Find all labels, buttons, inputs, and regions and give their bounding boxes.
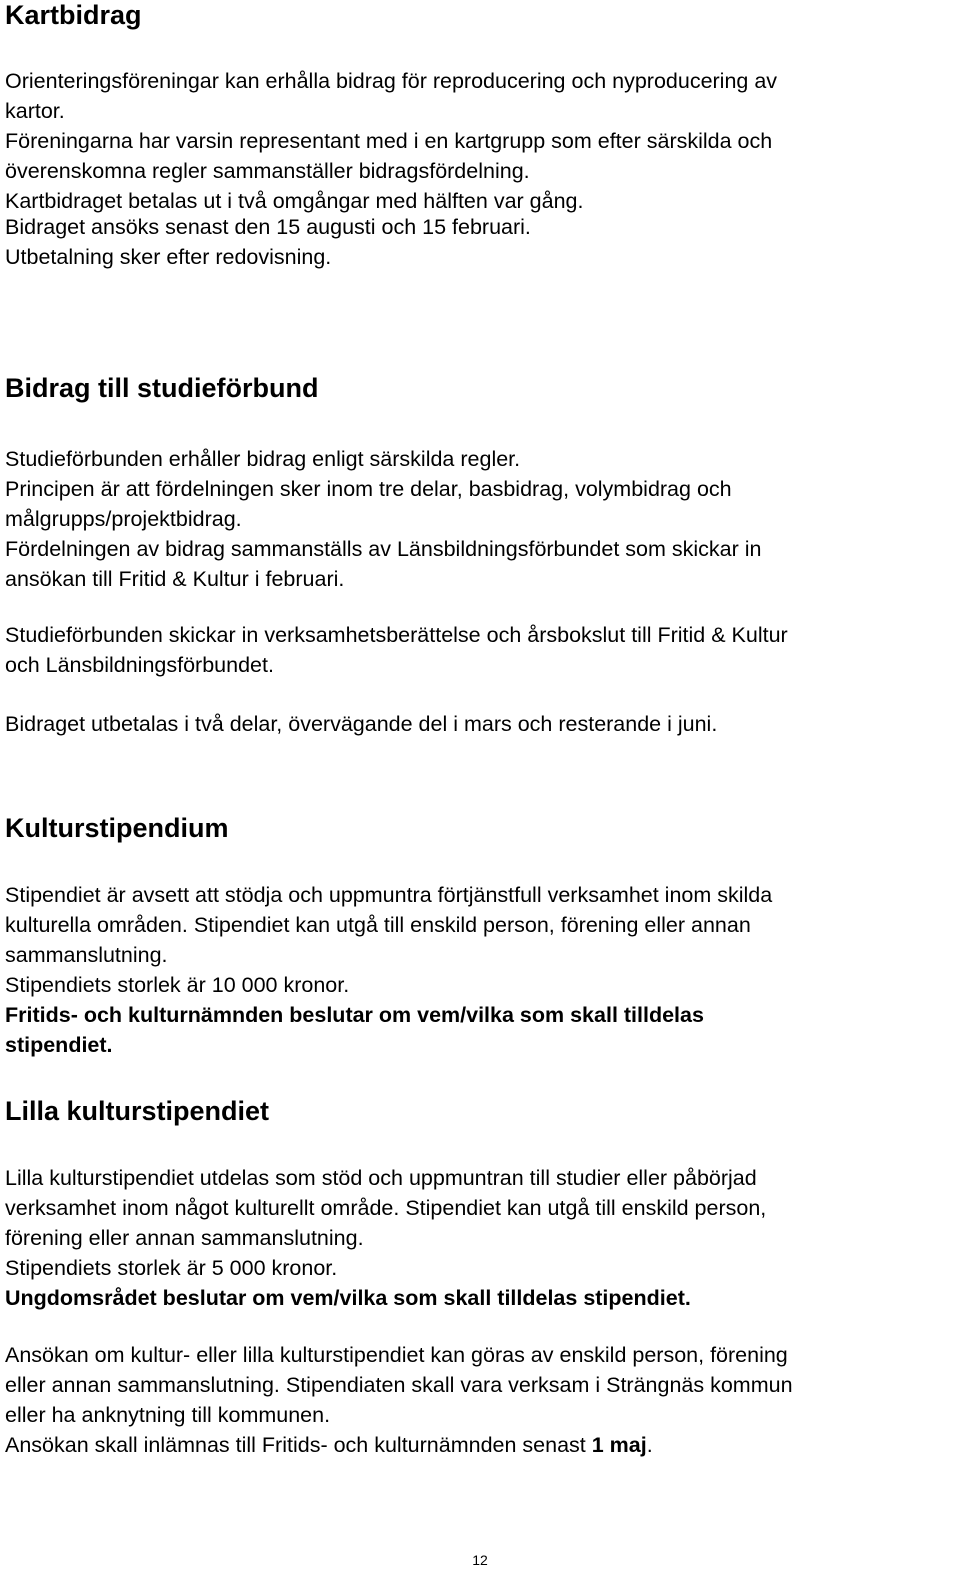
text-line: kartor. (5, 99, 65, 123)
section-title-kartbidrag: Kartbidrag (5, 0, 142, 30)
studieforbund-paragraph-1 (5, 444, 761, 594)
text-line: Studieförbunden erhåller bidrag enligt särskilda regler. (5, 447, 521, 471)
kulturstipendium-paragraph (5, 880, 772, 1060)
bold-decision-line: stipendiet. (5, 1033, 113, 1057)
text-line: Ansökan om kultur- eller lilla kulturstipendiet kan göras av enskild person, förening (5, 1343, 788, 1367)
bold-decision-line: Ungdomsrådet beslutar om vem/vilka som skall tilldelas stipendiet. (5, 1286, 691, 1310)
kartbidrag-paragraph-2 (5, 212, 531, 272)
text-line: förening eller annan sammanslutning. (5, 1226, 364, 1250)
deadline-text: Ansökan skall inlämnas till Fritids- och kulturnämnden senast (5, 1433, 592, 1457)
text-line: målgrupps/projektbidrag. (5, 507, 242, 531)
lilla-paragraph-2 (5, 1340, 793, 1460)
studieforbund-paragraph-3 (5, 709, 717, 739)
page-number: 12 (472, 1552, 488, 1568)
bold-decision-line: Fritids- och kulturnämnden beslutar om vem/vilka som skall tilldelas (5, 1003, 704, 1027)
text-line: Föreningarna har varsin representant med i en kartgrupp som efter särskilda och (5, 129, 773, 153)
text-line: Stipendiets storlek är 10 000 kronor. (5, 973, 350, 997)
deadline-date: 1 maj (591, 1433, 647, 1457)
text-line: eller annan sammanslutning. Stipendiaten skall vara verksam i Strängnäs kommun (5, 1373, 793, 1397)
text-line: Orienteringsföreningar kan erhålla bidrag för reproducering och nyproducering av (5, 69, 778, 93)
lilla-paragraph-1 (5, 1163, 766, 1313)
section-title-kulturstipendium: Kulturstipendium (5, 813, 229, 843)
text-line: kulturella områden. Stipendiet kan utgå till enskild person, förening eller annan (5, 913, 751, 937)
text-line: Stipendiet är avsett att stödja och uppmuntra förtjänstfull verksamhet inom skilda (5, 883, 773, 907)
text-line: Principen är att fördelningen sker inom tre delar, basbidrag, volymbidrag och (5, 477, 732, 501)
text-line: Bidraget utbetalas i två delar, övervägande del i mars och resterande i juni. (5, 712, 718, 736)
section-title-studieforbund: Bidrag till studieförbund (5, 373, 319, 403)
kartbidrag-paragraph-1 (5, 66, 777, 216)
deadline-line (5, 1430, 793, 1460)
text-line: ansökan till Fritid & Kultur i februari. (5, 567, 345, 591)
text-line: Stipendiets storlek är 5 000 kronor. (5, 1256, 338, 1280)
text-line: eller ha anknytning till kommunen. (5, 1403, 331, 1427)
text-line: och Länsbildningsförbundet. (5, 653, 274, 677)
text-line: Fördelningen av bidrag sammanställs av Länsbildningsförbundet som skickar in (5, 537, 762, 561)
text-line: Bidraget ansöks senast den 15 augusti och 15 februari. (5, 215, 531, 239)
text-line: Studieförbunden skickar in verksamhetsberättelse och årsbokslut till Fritid & Kultur (5, 623, 788, 647)
text-line: överenskomna regler sammanställer bidragsfördelning. (5, 159, 530, 183)
text-line: sammanslutning. (5, 943, 168, 967)
text-line: Kartbidraget betalas ut i två omgångar med hälften var gång. (5, 189, 584, 213)
text-line: verksamhet inom något kulturellt område. Stipendiet kan utgå till enskild person, (5, 1196, 767, 1220)
text-line: Utbetalning sker efter redovisning. (5, 245, 332, 269)
section-title-lilla-kulturstipendiet: Lilla kulturstipendiet (5, 1096, 270, 1126)
studieforbund-paragraph-2 (5, 620, 788, 680)
deadline-period: . (646, 1433, 653, 1457)
text-line: Lilla kulturstipendiet utdelas som stöd och uppmuntran till studier eller påbörjad (5, 1166, 757, 1190)
